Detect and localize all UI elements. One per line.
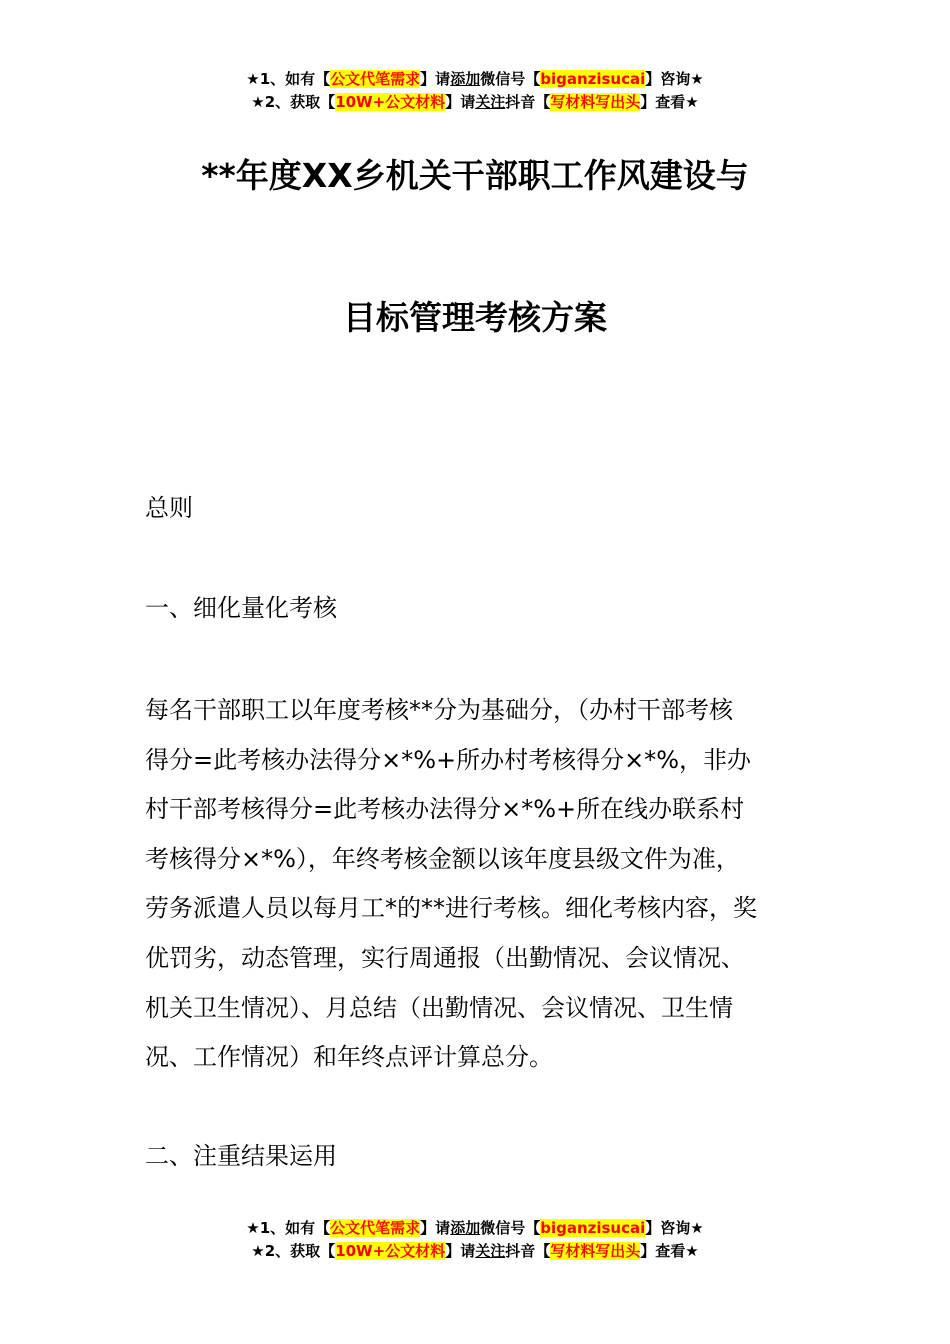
banner-underline: 关注 <box>475 93 506 111</box>
banner-text: ★1、如有【 <box>246 70 331 88</box>
paragraph-line: 村干部考核得分=此考核办法得分×*%+所在线办联系村 <box>145 795 745 824</box>
banner-underline: 添加 <box>450 70 481 88</box>
paragraph-line: 优罚劣，动态管理，实行周通报（出勤情况、会议情况、 <box>145 943 745 972</box>
banner-line-1 <box>0 68 950 91</box>
body-paragraph <box>145 686 810 1083</box>
section-heading-general: 总则 <box>145 494 193 522</box>
banner-text: 】查看★ <box>640 93 699 111</box>
paragraph-line: 得分=此考核办法得分×*%+所办村考核得分×*%，非办 <box>145 745 752 774</box>
banner-line-2 <box>0 91 950 114</box>
banner-line-1 <box>0 1217 950 1240</box>
document-title-line-1: **年度XX乡机关干部职工作风建设与 <box>201 156 749 195</box>
section-heading-two: 二、注重结果运用 <box>145 1142 337 1170</box>
banner-text: 抖音【 <box>505 93 551 111</box>
paragraph-line: 况、工作情况）和年终点评计算总分。 <box>145 1043 553 1072</box>
banner-highlight: biganzisucai <box>540 1219 646 1237</box>
paragraph-line: 劳务派遣人员以每月工*的**进行考核。细化考核内容，奖 <box>145 894 757 923</box>
banner-underline: 关注 <box>475 1242 506 1260</box>
paragraph-line: 考核得分×*%），年终考核金额以该年度县级文件为准， <box>145 844 740 873</box>
banner-text: 】查看★ <box>640 1242 699 1260</box>
banner-text: 】咨询★ <box>645 70 704 88</box>
banner-text: 】请 <box>420 70 451 88</box>
banner-highlight: 公文代笔需求 <box>330 1219 421 1237</box>
banner-underline: 添加 <box>450 1219 481 1237</box>
banner-text: 抖音【 <box>505 1242 551 1260</box>
banner-text: ★2、获取【 <box>251 93 336 111</box>
banner-line-2 <box>0 1240 950 1263</box>
banner-text: 微信号【 <box>480 1219 541 1237</box>
banner-highlight: 公文代笔需求 <box>330 70 421 88</box>
footer-banner <box>0 1217 950 1263</box>
banner-text: 微信号【 <box>480 70 541 88</box>
banner-highlight: biganzisucai <box>540 70 646 88</box>
banner-text: 】请 <box>445 93 476 111</box>
header-banner <box>0 68 950 114</box>
banner-text: ★1、如有【 <box>246 1219 331 1237</box>
banner-text: 】请 <box>445 1242 476 1260</box>
document-title-line-2: 目标管理考核方案 <box>343 298 607 337</box>
section-heading-one: 一、细化量化考核 <box>145 594 337 622</box>
paragraph-line: 机关卫生情况）、月总结（出勤情况、会议情况、卫生情 <box>145 993 733 1022</box>
banner-highlight: 写材料写出头 <box>550 1242 641 1260</box>
banner-text: 】请 <box>420 1219 451 1237</box>
banner-highlight: 写材料写出头 <box>550 93 641 111</box>
banner-highlight: 10W+公文材料 <box>335 93 446 111</box>
banner-highlight: 10W+公文材料 <box>335 1242 446 1260</box>
banner-text: ★2、获取【 <box>251 1242 336 1260</box>
banner-text: 】咨询★ <box>645 1219 704 1237</box>
paragraph-line: 每名干部职工以年度考核**分为基础分，（办村干部考核 <box>145 696 733 724</box>
